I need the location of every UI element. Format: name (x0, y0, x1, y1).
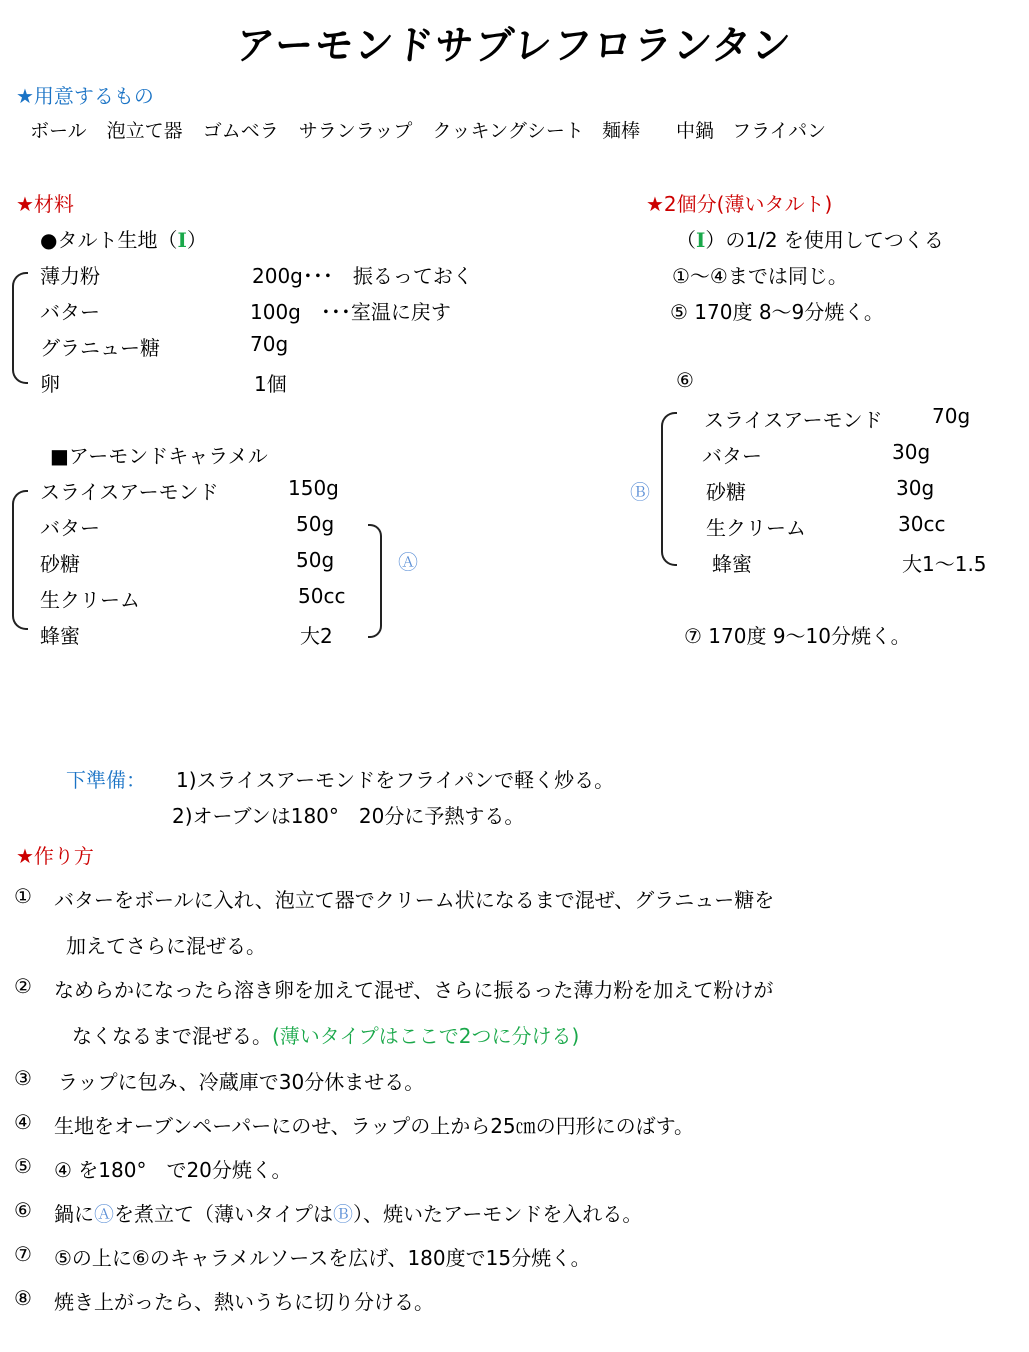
group-b-ref: Ⓑ (333, 1202, 353, 1226)
caramel-row-amount: 50g (296, 548, 335, 572)
method-step-num: ⑤ (14, 1154, 32, 1178)
caramel-row-name: 蜂蜜 (40, 624, 80, 648)
group-b-mark: Ⓑ (630, 480, 650, 504)
tool-item: 中鍋 (676, 120, 715, 142)
thin-mark: Ⅰ (696, 228, 706, 252)
ingredients-heading: ★材料 (16, 192, 74, 216)
method-step-cont: なくなるまで混ぜる。(薄いタイプはここで2つに分ける) (72, 1024, 580, 1048)
tart-row-name: 卵 (40, 372, 60, 396)
caramel-row-name: スライスアーモンド (40, 480, 219, 504)
tool-item: クッキングシート (432, 120, 584, 142)
tart-row-name: バター (40, 300, 100, 324)
group-a-ref: Ⓐ (94, 1202, 114, 1226)
tart-row-amount: 200g･･･ 振るっておく (252, 264, 473, 288)
method-step-num: ⑧ (14, 1286, 32, 1310)
tart-row-name: 薄力粉 (40, 264, 100, 288)
tart-dough-label: ●タルト生地（Ⅰ） (40, 228, 207, 252)
thin-version-heading: ★2個分(薄いタルト) (646, 192, 833, 216)
tools-list (30, 116, 826, 143)
method-step-num: ① (14, 884, 32, 908)
method-step-text: 鍋にⒶを煮立て（薄いタイプはⒷ）、焼いたアーモンドを入れる。 (54, 1202, 643, 1226)
thin-version-step7: ⑦ 170度 9～10分焼く。 (684, 624, 911, 648)
method-step-text: 焼き上がったら、熱いうちに切り分ける。 (54, 1290, 434, 1314)
thin-version-step6: ⑥ (676, 368, 694, 392)
method-step-num: ④ (14, 1110, 32, 1134)
method-step-num: ⑦ (14, 1242, 32, 1266)
method-heading: ★作り方 (16, 844, 94, 868)
method-step-text: なめらかになったら溶き卵を加えて混ぜ、さらに振るった薄力粉を加えて粉けが (54, 978, 774, 1002)
tart-bracket (12, 272, 28, 384)
method-step-text: ⑤の上に⑥のキャラメルソースを広げ、180度で15分焼く。 (54, 1246, 591, 1270)
method-step-num: ② (14, 974, 32, 998)
method-step-text: ④ を180° で20分焼く。 (54, 1158, 292, 1182)
group-a-bracket (368, 524, 382, 638)
method-step-text: ラップに包み、冷蔵庫で30分休ませる。 (58, 1070, 425, 1094)
method-step-text: バターをボールに入れ、泡立て器でクリーム状になるまで混ぜ、グラニュー糖を (54, 888, 775, 912)
thin-row-name: バター (702, 444, 762, 468)
method-step-num: ③ (14, 1066, 32, 1090)
caramel-row-amount: 50cc (298, 584, 346, 608)
method-step-num: ⑥ (14, 1198, 32, 1222)
caramel-row-amount: 150g (288, 476, 339, 500)
thin-row-name: 蜂蜜 (712, 552, 752, 576)
tart-row-name: グラニュー糖 (40, 336, 160, 360)
caramel-row-name: 砂糖 (40, 552, 80, 576)
thin-row-amount: 大1～1.5 (902, 552, 987, 576)
tool-item: ボール (30, 120, 87, 142)
tool-item: フライパン (732, 120, 827, 142)
method-step-text: 生地をオーブンペーパーにのせ、ラップの上から25㎝の円形にのばす。 (54, 1114, 695, 1138)
caramel-row-name: バター (40, 516, 100, 540)
thin-row-amount: 30g (896, 476, 935, 500)
caramel-row-amount: 大2 (300, 624, 333, 648)
group-b-bracket (661, 412, 677, 566)
tart-row-amount: 100g ･･･室温に戻す (250, 300, 451, 324)
thin-row-amount: 30cc (898, 512, 946, 536)
thin-version-line3: ⑤ 170度 8～9分焼く。 (670, 300, 884, 324)
tool-item: 麺棒 (601, 120, 640, 142)
tool-item: 泡立て器 (106, 120, 183, 142)
thin-row-amount: 70g (932, 404, 971, 428)
tools-heading: ★用意するもの (16, 84, 154, 108)
method-step-note: (薄いタイプはここで2つに分ける) (272, 1024, 580, 1048)
tart-row-amount: 70g (250, 332, 289, 356)
thin-version-line1: （Ⅰ）の1/2 を使用してつくる (676, 228, 944, 252)
tart-row-amount: 1個 (254, 372, 287, 396)
thin-row-amount: 30g (892, 440, 931, 464)
prep-step: 1)スライスアーモンドをフライパンで軽く炒る。 (176, 768, 615, 792)
group-a-mark: Ⓐ (398, 550, 418, 574)
caramel-row-amount: 50g (296, 512, 335, 536)
thin-row-name: 生クリーム (706, 516, 806, 540)
tool-item: ゴムベラ (202, 120, 279, 142)
thin-row-name: 砂糖 (706, 480, 746, 504)
caramel-label: ■アーモンドキャラメル (50, 444, 268, 468)
prep-label: 下準備： (66, 768, 146, 792)
tart-mark: Ⅰ (177, 228, 187, 252)
tool-item: サランラップ (298, 120, 413, 142)
thin-row-name: スライスアーモンド (704, 408, 883, 432)
recipe-title: アーモンドサブレフロランタン (233, 22, 795, 69)
caramel-bracket (12, 490, 28, 630)
thin-version-line2: ①～④までは同じ。 (672, 264, 848, 288)
method-step-cont: 加えてさらに混ぜる。 (66, 934, 266, 958)
prep-step: 2)オーブンは180° 20分に予熱する。 (172, 804, 525, 828)
caramel-row-name: 生クリーム (40, 588, 140, 612)
